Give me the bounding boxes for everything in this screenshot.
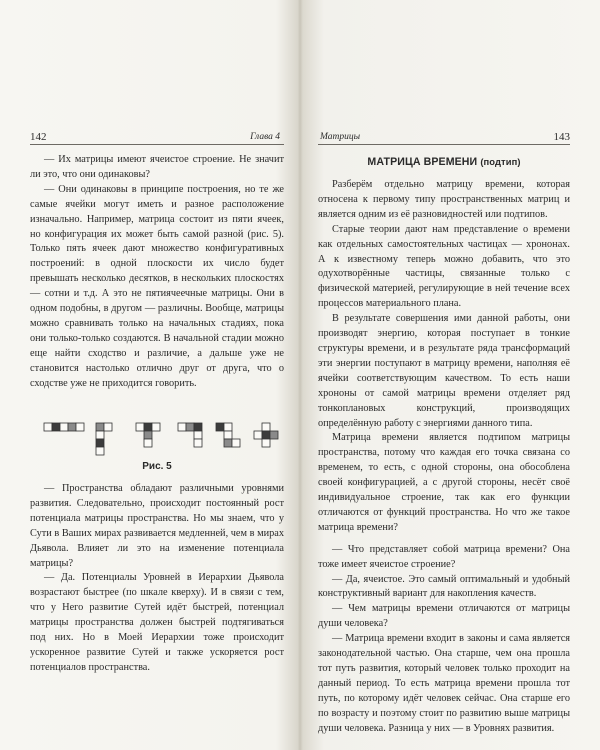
config-5 (216, 423, 240, 447)
left-page-header (30, 130, 284, 145)
config-1 (44, 423, 84, 431)
config-6 (254, 423, 278, 447)
running-title: Матрицы (320, 132, 361, 142)
config-2 (96, 423, 112, 455)
left-body-top (30, 153, 284, 392)
page-number: 143 (553, 131, 570, 143)
figure-caption: Рис. 5 (142, 461, 172, 472)
paragraph: — Они одинаковы в принципе построения, но те же самые ячейки могут иметь и разное расположение изначально. Например, матрица состоит из пяти ячеек, но конфигурация их может быть самой разной (рис. 5). Только пять ячеек дают множество конфигуративных построений: в одной плоскости их число будет превышать несколько десятков, в нескольких плоскостях — сотни и т.д. А это не пятиячеечные матрицы. Они в одном подобны, в другом — различны. Вообще, матрицы можно сравнивать только на начальных стадиях, пока они только-только создаются. В начальной стадии можно еще найти сходство и различие, а дальше уже не становится настолько отлично друг от друга, что о сходстве уже не приходится говорить. (30, 183, 284, 389)
section-title: МАТРИЦА ВРЕМЕНИ (367, 156, 478, 168)
matrix-configurations-drawing (30, 421, 284, 461)
config-4 (178, 423, 202, 447)
paragraph: — Да. Потенциалы Уровней в Иерархии Дьявола возрастают быстрее (по шкале кверху). И в связи с тем, что у Него развитие Сутей идёт быстрей, потенциал матрицы пространства должен быстрей подтягиваться под них. Но в Моей Иерархии тоже происходит ускоренное развитие Сутей и также ускоряется рост потенциалов пространства. (30, 572, 284, 673)
figure-5-matrix-configurations (30, 421, 284, 461)
dialog-paragraph: — Чем матрицы времени отличаются от матрицы души человека? (318, 603, 570, 630)
config-3 (136, 423, 160, 447)
section-heading (318, 156, 570, 168)
right-body (318, 178, 570, 737)
dialog-paragraph: — Да, ячеистое. Это самый оптимальный и удобный конструктивный вариант для накопления качеств. (318, 573, 570, 600)
dialog-paragraph: — Матрица времени входит в законы и сама является законодательной частью. Она старше, чем она прошла тот путь развития, который человек только проходит на данный период. То есть матрица времени прошла тот путь, по которому идёт человек сейчас. Она старше его по возрасту и поэтому стоит по развитию выше матрицы души человека. Разница у них — в Уровнях развития. (318, 633, 570, 734)
running-title: Глава 4 (250, 132, 280, 142)
paragraph: В результате совершения ими данной работы, они производят энергию, которая поступает в тонкие структуры времени, и в результате ряда трансформаций эти энергии поступают в матрицу времени, наполняя её ячейки соответствующим качеством. То есть наши хрононы от самой матрицы времени отделяет ряд тонкоплановых конструкций, производящих определённую работу с энергиями данного типа. (318, 313, 570, 429)
section-subtitle: (подтип) (480, 156, 521, 167)
page-number: 142 (30, 131, 47, 143)
paragraph: Старые теории дают нам представление о времени как отдельных самостоятельных частицах — хрононах. А к известному теперь можно добавить, что это одухотворённые частицы, связанные только с физической материей, регулирующие в ней течение всех процессов материального плана. (318, 223, 570, 310)
left-body-bottom (30, 482, 284, 676)
paragraph: — Пространства обладают различными уровнями развития. Следовательно, происходит постоянный рост потенциала матрицы пространства. Но мы знаем, что у Сути в Ваших мирах развивается медленней, чем в мирах Дьявола. Влияет ли это на изменение потенциала матрицы? (30, 483, 284, 569)
right-page (300, 0, 600, 750)
right-page-header (318, 130, 570, 145)
paragraph: Разберём отдельно матрицу времени, которая относена к первому типу пространственных матриц и является одним из её разновидностей или подтипов. (318, 179, 570, 220)
dialog-paragraph: — Что представляет собой матрица времени? Она тоже имеет ячеистое строение? (318, 543, 570, 570)
paragraph: Матрица времени является подтипом матрицы пространства, потому что каждая его точка связана со временем, то есть, с одной стороны, она обособлена своей конфигурацией, а с другой стороны, несёт своё индивидуальное строение, так как его функции отличаются от функций пространства. Но что же такое матрица времени? (318, 432, 570, 533)
paragraph: — Их матрицы имеют ячеистое строение. Не значит ли это, что они одинаковы? (30, 154, 284, 180)
